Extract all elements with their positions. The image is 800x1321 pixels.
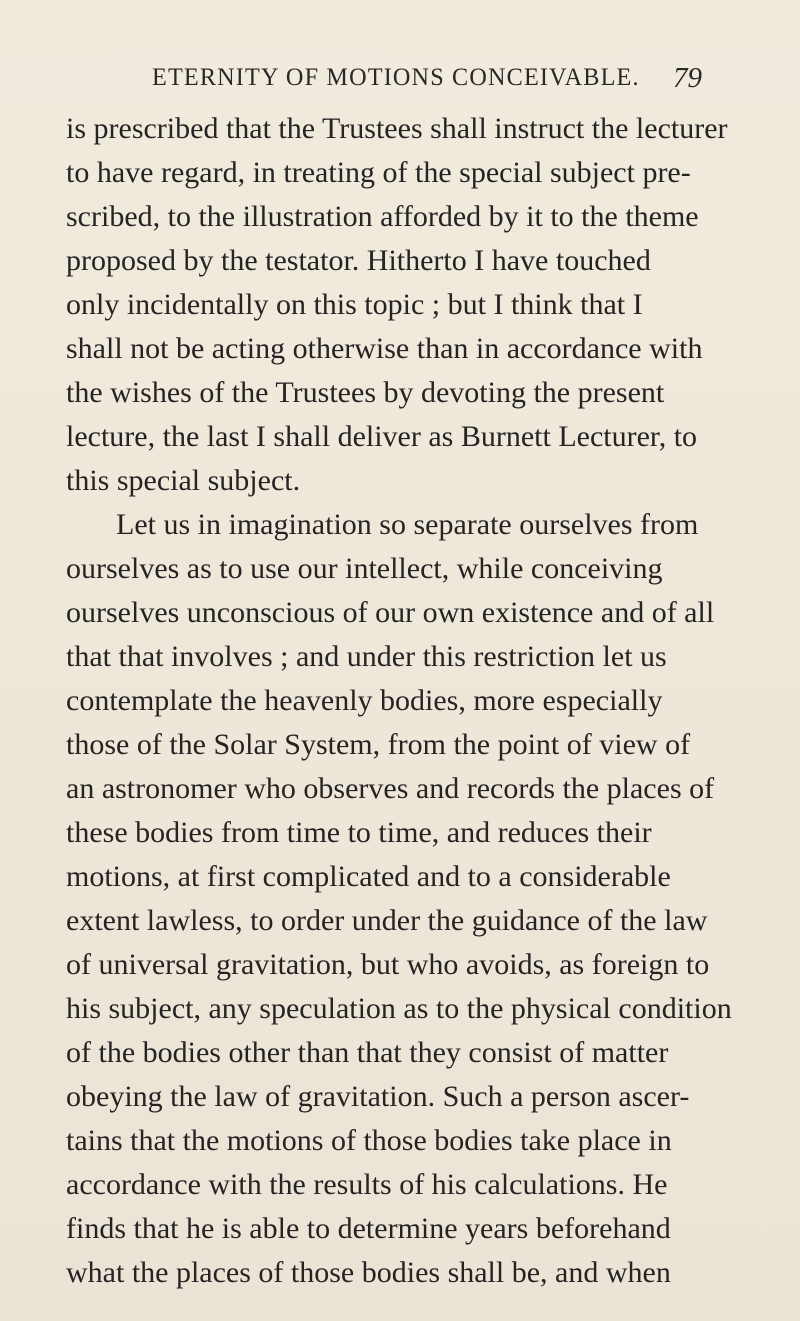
text-line: finds that he is able to determine years beforehand: [66, 1212, 671, 1245]
text-line: ourselves unconscious of our own existence and of all: [66, 596, 715, 629]
text-line: only incidentally on this topic ; but I think that I: [66, 288, 643, 321]
text-line: what the places of those bodies shall be, and when: [66, 1256, 671, 1289]
text-line: proposed by the testator. Hitherto I have touched: [66, 244, 651, 277]
text-line: ourselves as to use our intellect, while conceiving: [66, 552, 663, 585]
text-line: motions, at first complicated and to a considerable: [66, 860, 671, 893]
running-head-title: ETERNITY OF MOTIONS CONCEIVABLE.: [152, 64, 640, 91]
text-line: is prescribed that the Trustees shall instruct the lecturer: [66, 112, 728, 145]
text-line: accordance with the results of his calculations. He: [66, 1168, 668, 1201]
text-line: this special subject.: [66, 464, 301, 497]
text-line: those of the Solar System, from the point of view of: [66, 728, 691, 761]
text-line: obeying the law of gravitation. Such a person ascer-: [66, 1080, 690, 1113]
text-line: to have regard, in treating of the special subject pre-: [66, 156, 691, 189]
text-line: of universal gravitation, but who avoids, as foreign to: [66, 948, 710, 981]
text-line: these bodies from time to time, and reduces their: [66, 816, 652, 849]
paragraph-first-line: Let us in imagination so separate ourselves from: [116, 508, 699, 541]
text-line: his subject, any speculation as to the physical condition: [66, 992, 732, 1025]
text-line: contemplate the heavenly bodies, more especially: [66, 684, 663, 717]
text-line: tains that the motions of those bodies take place in: [66, 1124, 672, 1157]
text-line: of the bodies other than that they consist of matter: [66, 1036, 669, 1069]
text-line: lecture, the last I shall deliver as Burnett Lecturer, to: [66, 420, 698, 453]
text-line: an astronomer who observes and records the places of: [66, 772, 715, 805]
text-line: extent lawless, to order under the guidance of the law: [66, 904, 708, 937]
text-line: the wishes of the Trustees by devoting the present: [66, 376, 665, 409]
page-number: 79: [673, 62, 702, 94]
text-line: that that involves ; and under this restriction let us: [66, 640, 667, 673]
text-line: shall not be acting otherwise than in accordance with: [66, 332, 703, 365]
running-head: [0, 62, 800, 102]
text-line: scribed, to the illustration afforded by it to the theme: [66, 200, 699, 233]
